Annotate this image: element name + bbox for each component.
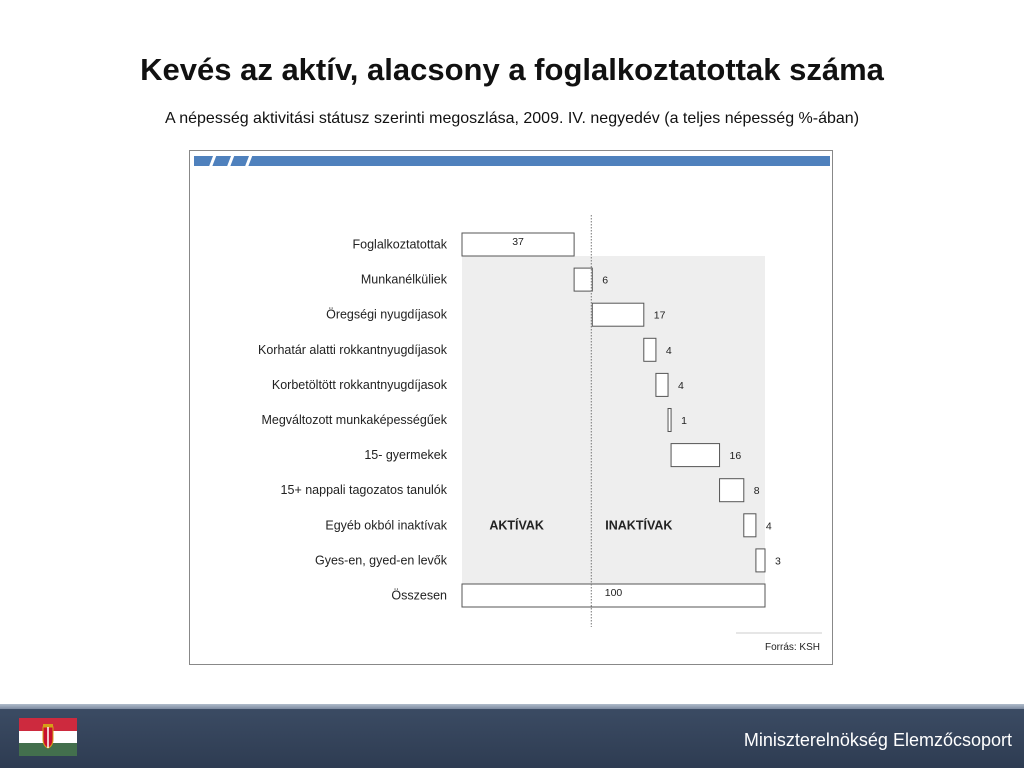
value-label: 16	[729, 450, 742, 463]
category-label: Megváltozott munkaképességűek	[261, 413, 447, 427]
value-label: 37	[512, 236, 524, 248]
source-note: Forrás: KSH	[764, 642, 820, 653]
category-label: Összesen	[391, 588, 447, 603]
bar-4	[644, 338, 656, 361]
category-label: Korhatár alatti rokkantnyugdíjasok	[258, 342, 447, 357]
value-label: 1	[681, 415, 687, 427]
slide-title: Kevés az aktív, alacsony a foglalkoztatottak száma	[140, 52, 884, 87]
hungarian-coat-of-arms-flag-icon	[19, 718, 77, 756]
waterfall-chart	[190, 151, 832, 664]
value-label: 17	[653, 309, 666, 322]
value-label: 100	[604, 587, 623, 599]
chart-frame	[189, 150, 833, 665]
bar-9	[744, 514, 756, 537]
category-label: Öregségi nyugdíjasok	[326, 307, 447, 322]
value-label: 4	[665, 344, 672, 357]
value-label: 8	[753, 485, 760, 498]
value-label: 4	[765, 520, 772, 533]
bar-6	[668, 409, 671, 432]
category-label: Korbetöltött rokkantnyugdíjasok	[271, 377, 447, 392]
category-label: Gyes-en, gyed-en levők	[314, 553, 447, 568]
value-label: 4	[678, 379, 684, 392]
bar-5	[656, 373, 668, 396]
category-label: Foglalkoztatottak	[352, 237, 447, 252]
bar-10	[756, 549, 765, 572]
slide-subtitle: A népesség aktivitási státusz szerinti megoszlása, 2009. IV. negyedév (a teljes népesség %-ában)	[164, 110, 860, 127]
chart-header-band	[194, 155, 830, 168]
value-label: 6	[602, 274, 609, 287]
category-label: Munkanélküliek	[360, 272, 447, 287]
footer-org-name: Miniszterelnökség Elemzőcsoport	[743, 730, 1012, 750]
bar-3	[592, 303, 644, 326]
bar-8	[720, 479, 744, 502]
region-label-active: AKTÍVAK	[489, 518, 544, 533]
value-label: 3	[775, 555, 781, 568]
region-label-inactive: INAKTÍVAK	[605, 518, 673, 533]
category-label: 15- gyermekek	[364, 448, 447, 463]
bar-7	[671, 444, 719, 467]
bar-2	[574, 268, 592, 291]
category-label: 15+ nappali tagozatos tanulók	[280, 483, 447, 498]
category-label: Egyéb okból inaktívak	[325, 518, 447, 533]
